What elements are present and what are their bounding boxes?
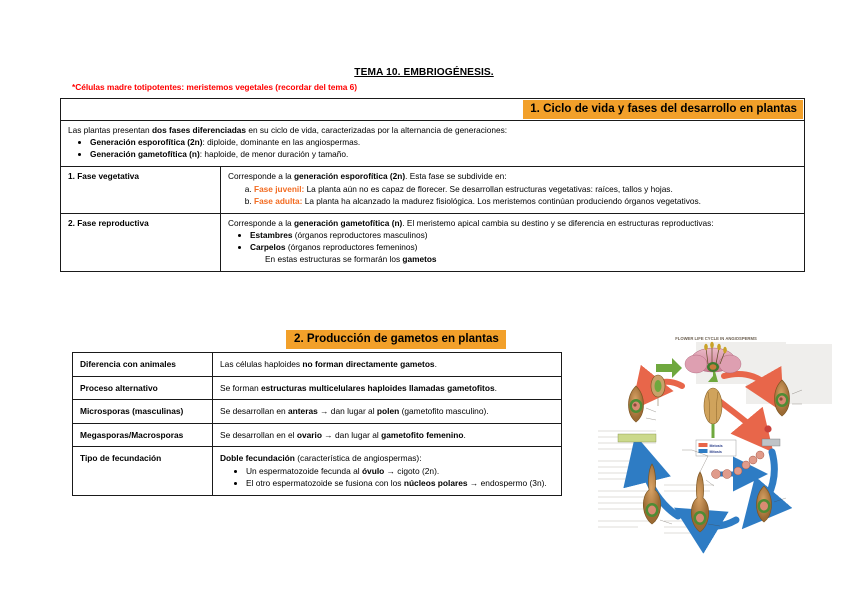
list-item bbox=[250, 230, 798, 241]
section-1-intro-cell bbox=[61, 121, 805, 167]
section-2-banner: 2. Producción de gametos en plantas bbox=[286, 330, 506, 349]
gametos-note bbox=[250, 254, 798, 265]
section-2-table-wrapper bbox=[72, 352, 562, 496]
body-suffix: . bbox=[463, 429, 466, 440]
intro-lead-line bbox=[68, 125, 798, 136]
body-bold: ovario bbox=[296, 429, 322, 440]
bullet-bold: Carpelos bbox=[250, 242, 286, 252]
row-label-tipo-fecundacion: Tipo de fecundación bbox=[73, 447, 213, 496]
microspore-marker-icon bbox=[764, 425, 771, 432]
list-item bbox=[246, 466, 555, 478]
phase-text: La planta ha alcanzado la madurez fisiológica. Los meristemos continúan produciendo órganos vegetativos. bbox=[302, 195, 701, 206]
bullet-bold: óvulo bbox=[361, 465, 385, 476]
bullet-rest: (órganos reproductores masculinos) bbox=[292, 230, 428, 241]
intro-lead-bold: dos fases diferenciadas bbox=[151, 125, 247, 135]
list-item bbox=[254, 184, 798, 195]
row-body-proceso-alternativo bbox=[213, 376, 562, 400]
table-row bbox=[73, 400, 562, 424]
phase-highlight: Fase juvenil: bbox=[254, 183, 305, 194]
legend-label-meiosis: Meiosis bbox=[709, 443, 723, 448]
section-1-banner: 1. Ciclo de vida y fases del desarrollo en plantas bbox=[523, 100, 803, 119]
bullet-rest: : diploide, dominante en las angiospermas. bbox=[202, 137, 361, 148]
body-bold: anteras bbox=[287, 406, 318, 417]
fecundacion-lead bbox=[220, 453, 555, 465]
bullet-post: → cigoto (2n). bbox=[384, 465, 440, 476]
row-label-fase-reproductiva: 2. Fase reproductiva bbox=[61, 213, 221, 271]
table-row bbox=[61, 213, 805, 271]
body-bold-2: gametofito femenino bbox=[381, 429, 464, 440]
fase-vegetativa-sublist bbox=[228, 184, 798, 207]
row-body-megasporas bbox=[213, 423, 562, 447]
gametos-note-bold: gametos bbox=[402, 253, 437, 264]
row-label-megasporas: Megasporas/Macrosporas bbox=[73, 423, 213, 447]
row-label-diferencia-animales: Diferencia con animales bbox=[73, 353, 213, 377]
row-body-fase-reproductiva bbox=[221, 213, 805, 271]
body-bold: estructuras multicelulares haploides llamadas gametofitos bbox=[260, 382, 495, 393]
body-prefix: Las células haploides bbox=[220, 359, 303, 369]
row-label-fase-vegetativa: 1. Fase vegetativa bbox=[61, 167, 221, 213]
section-1-table-wrapper bbox=[60, 98, 805, 272]
table-row bbox=[73, 353, 562, 377]
figure-caption: FLOWER LIFE CYCLE IN ANGIOSPERMS bbox=[675, 336, 757, 341]
legend-label-mitosis: Mitosis bbox=[709, 449, 722, 454]
bullet-bold: Generación esporofítica (2n) bbox=[90, 137, 203, 148]
row-label-proceso-alternativo: Proceso alternativo bbox=[73, 376, 213, 400]
totipotent-cells-note: *Células madre totipotentes: meristemos vegetales (recordar del tema 6) bbox=[72, 82, 358, 92]
row-body-microsporas bbox=[213, 400, 562, 424]
table-row bbox=[73, 376, 562, 400]
body-bold: Doble fecundación bbox=[220, 453, 295, 464]
bullet-bold: Estambres bbox=[250, 230, 293, 241]
row-lead-line bbox=[228, 171, 798, 182]
row-lead-suffix: . Esta fase se subdivide en: bbox=[405, 171, 507, 182]
phase-highlight: Fase adulta: bbox=[254, 195, 303, 206]
body-bold-2: polen bbox=[376, 406, 400, 417]
section-1-banner-cell bbox=[61, 99, 805, 121]
table-row bbox=[61, 99, 805, 121]
document-title-row bbox=[0, 62, 848, 80]
section-1-table bbox=[60, 98, 805, 272]
body-prefix: Se forman bbox=[220, 382, 261, 393]
body-suffix: (característica de angiospermas): bbox=[294, 453, 422, 464]
row-lead-bold: generación esporofítica (2n) bbox=[293, 171, 406, 182]
intro-lead-suffix: en su ciclo de vida, caracterizadas por la alternancia de generaciones: bbox=[246, 125, 508, 135]
bullet-pre: Un espermatozoide fecunda al bbox=[246, 465, 362, 476]
life-cycle-diagram-svg bbox=[596, 334, 836, 572]
row-label-microsporas: Microsporas (masculinas) bbox=[73, 400, 213, 424]
bullet-pre: El otro espermatozoide se fusiona con los bbox=[246, 478, 404, 489]
body-prefix: Se desarrollan en el bbox=[220, 429, 297, 440]
table-row bbox=[73, 447, 562, 496]
list-item bbox=[246, 478, 555, 490]
bullet-rest: (órganos reproductores femeninos) bbox=[285, 242, 418, 252]
table-row bbox=[73, 423, 562, 447]
intro-bullet-list bbox=[68, 137, 798, 160]
body-mid: → dan lugar al bbox=[321, 429, 382, 440]
bullet-post: → endospermo (3n). bbox=[467, 478, 547, 489]
section-2-table bbox=[72, 352, 562, 496]
list-item bbox=[254, 196, 798, 207]
row-lead-bold: generación gametofítica (n) bbox=[293, 217, 403, 228]
list-item bbox=[90, 149, 798, 160]
body-suffix: . bbox=[494, 382, 497, 393]
list-item bbox=[90, 137, 798, 148]
fase-reproductiva-bullets bbox=[228, 230, 798, 265]
row-lead-prefix: Corresponde a la bbox=[228, 217, 294, 228]
row-lead-prefix: Corresponde a la bbox=[228, 171, 294, 182]
body-prefix: Se desarrollan en bbox=[220, 406, 288, 417]
bullet-bold: núcleos polares bbox=[403, 478, 468, 489]
intro-lead-prefix: Las plantas presentan bbox=[68, 125, 152, 135]
body-suffix: (gametofito masculino). bbox=[399, 406, 489, 417]
list-item bbox=[250, 242, 798, 265]
bullet-bold: Generación gametofítica (n) bbox=[90, 149, 200, 160]
row-body-diferencia-animales bbox=[213, 353, 562, 377]
table-row bbox=[61, 167, 805, 213]
page-title: TEMA 10. EMBRIOGÉNESIS. bbox=[354, 67, 494, 78]
bullet-rest: : haploide, de menor duración y tamaño. bbox=[199, 149, 349, 160]
body-bold: no forman directamente gametos bbox=[302, 359, 435, 369]
body-mid: → dan lugar al bbox=[317, 406, 377, 417]
row-lead-line bbox=[228, 218, 798, 229]
phase-text: La planta aún no es capaz de florecer. Se desarrollan estructuras vegetativas: raíces, tallos y hojas. bbox=[304, 183, 673, 194]
body-suffix: . bbox=[434, 359, 437, 369]
table-row bbox=[61, 121, 805, 167]
row-lead-suffix: . El meristemo apical cambia su destino y se diferencia en estructuras reproductivas: bbox=[402, 217, 714, 228]
row-body-fase-vegetativa bbox=[221, 167, 805, 213]
fecundacion-bullets bbox=[220, 466, 555, 490]
angiosperm-life-cycle-figure bbox=[596, 334, 836, 572]
row-body-tipo-fecundacion bbox=[213, 447, 562, 496]
gametos-note-prefix: En estas estructuras se formarán los bbox=[265, 253, 403, 264]
